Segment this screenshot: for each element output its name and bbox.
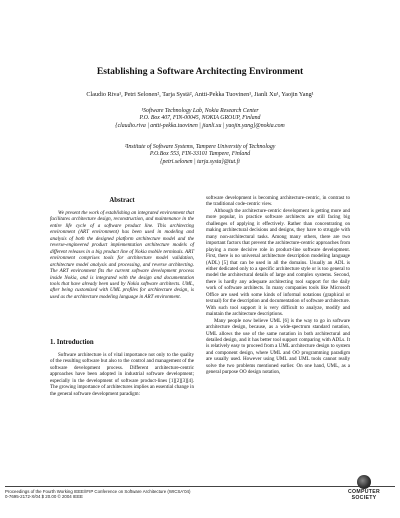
affiliation-address: P.O.Box 553, FIN-33101 Tampere, Finland xyxy=(149,151,251,158)
logo-line-society: SOCIETY xyxy=(351,494,377,501)
footer-proceedings: Proceedings of the Fourth Working IEEE/IFIP Conference on Software Architecture (WICSA'04) xyxy=(5,489,191,494)
computer-society-logo xyxy=(336,475,392,513)
paper-title: Establishing a Software Architecting Environment xyxy=(96,66,304,77)
section-heading-introduction: 1. Introduction xyxy=(50,339,94,346)
body-paragraph: Software architecture is of vital importance not only to the quality of the resulting software but also to the control and management of the software development process. Different architecture-centric approaches have been adopted in industrial software development; especially in the development of software product-lines [1][2][3][4]. The growing importance of architectures implies an essential change in the general software development paradigm: xyxy=(50,352,194,397)
abstract-paragraph: We present the work of establishing an integrated environment that facilitates architecture design, reconstruction, and maintenance in the entire life cycle of a software product line. This architecting environment (ART environment) has been used in modeling and analysis of both the designed platform architecture model and the reverse-engineered product implementation architecture models of different releases in a big product line of Nokia mobile terminals. ART environment comprises tools for architecture model validation, architecture model analysis and processing, and reverse architecting. The ART environment fits the current software development process inside Nokia, and is integrated with the design and documentation tools that have already been used by Nokia software architects. UML, after being customized with UML profiles for architecture design, is used as the architecture modeling language in ART environment. xyxy=(50,210,194,300)
affiliation-emails: {claudio.riva | antti-pekka.tuovinen | jianli.xu | yaojin.yang}@nokia.com xyxy=(115,122,285,129)
affiliation-org: ²Institute of Software Systems, Tampere University of Technology xyxy=(124,144,276,150)
abstract-text xyxy=(50,210,194,300)
body-paragraph: software development is becoming architecture-centric, in contrast to the traditional code-centric view. xyxy=(206,195,350,208)
affiliation-tut xyxy=(0,144,400,166)
author-list: Claudio Riva¹, Petri Selonen², Tarja Systä², Antti-Pekka Tuovinen¹, Jianli Xu¹, Yaojin Yang¹ xyxy=(86,91,314,98)
affiliation-address: P.O. Box 407, FIN-00045, NOKIA GROUP, Finland xyxy=(139,115,261,122)
footer-copyright: 0-7695-2172-X/04 $ 20.00 © 2004 IEEE xyxy=(5,494,83,500)
globe-icon xyxy=(357,475,371,489)
logo-text xyxy=(336,490,392,501)
logo-line-computer: COMPUTER xyxy=(347,489,381,495)
body-paragraph: Although the architecture-centric development is getting more and more popular, in practice software architects are still facing big challenges of applying it effectively. Rather than concentrating on making architectural decisions and designs, they have to struggle with many non-architectural tasks. Among many others, there are two important factors that prevent the architecture-centric approaches from playing a more decisive role in product-line software development. First, there is no universal architecture description modeling language (ADL) [5] that can be used in all the domains. Usually an ADL is either dedicated only to a specific architecture style or is too general to model the architectural details of large and complex systems. Second, there is hardly any adequate architecting tool support for the daily work of software architects. In many companies tools like Microsoft Office are used with some kinds of informal notations (graphical or textual) for the description and documentation of software architecture. With such tool support it is very difficult to analyze, modify and maintain the architecture descriptions. xyxy=(206,207,350,318)
abstract-heading: Abstract xyxy=(109,197,135,204)
introduction-text xyxy=(50,352,194,397)
affiliation-nokia xyxy=(0,108,400,130)
body-paragraph: Many people now believe UML [6] is the way to go in software architecture design, because, as a wide-spectrum standard notation, UML allows the use of the same notation in both architectural and detailed design, and it has better tool support comparing with ADLs. It is relatively easy to proceed from a UML architecture design to system and component design, where UML and OO programming paradigm are usually used. However using UML and UML tools cannot really solve the two problems mentioned earlier. On one hand, UML, as a general purpose OO design notation, xyxy=(206,317,350,376)
affiliation-org: ¹Software Technology Lab, Nokia Research Center xyxy=(141,108,259,114)
footer xyxy=(5,489,190,500)
affiliation-emails: {petri.selonen | tarja.systa}@tut.fi xyxy=(160,158,240,165)
right-column xyxy=(206,195,350,376)
